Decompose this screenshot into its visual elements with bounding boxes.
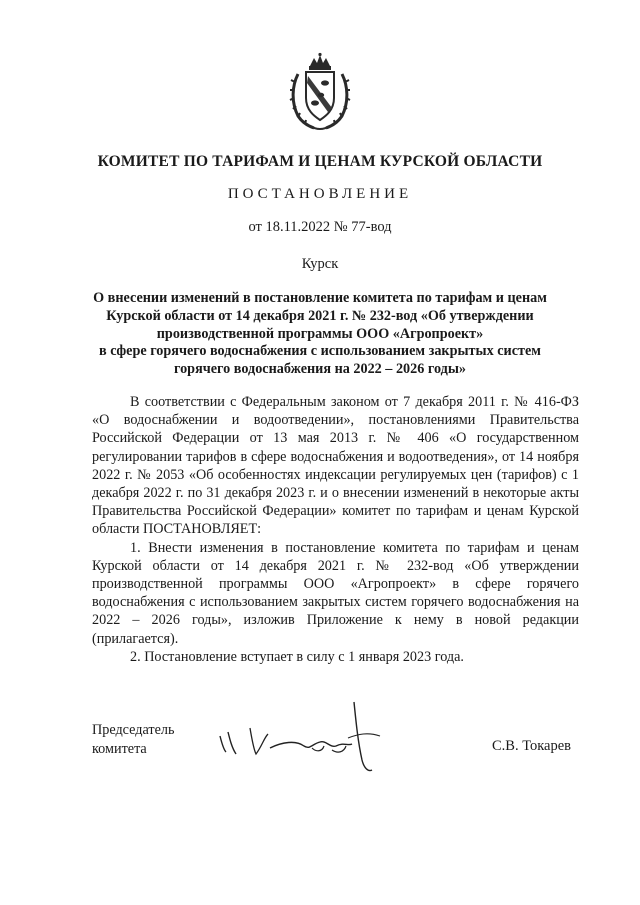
document-city: Курск xyxy=(301,256,339,272)
signatory-name: С.В. Токарев xyxy=(492,738,572,754)
title-line: в сфере горячего водоснабжения с использованием закрытых систем xyxy=(99,343,541,360)
handwritten-signature xyxy=(212,698,384,776)
title-line: О внесении изменений в постановление комитета по тарифам и ценам xyxy=(93,290,547,306)
document-type: ПОСТАНОВЛЕНИЕ xyxy=(227,186,413,202)
position-line: Председатель xyxy=(92,722,175,738)
position-line: комитета xyxy=(92,741,147,757)
document-body xyxy=(92,393,579,666)
committee-name: КОМИТЕТ ПО ТАРИФАМ И ЦЕНАМ КУРСКОЙ ОБЛАСТИ xyxy=(97,153,543,170)
signatory-position xyxy=(92,721,174,759)
title-line: Курской области от 14 декабря 2021 г. № 232-вод «Об утверждении xyxy=(106,307,534,324)
title-line: производственной программы ООО «Агропроект» xyxy=(156,325,484,342)
item-paragraph-1: 1. Внести изменения в постановление комитета по тарифам и ценам Курской области от 14 декабря 2021 г. № 232-вод «Об утверждении производственной программы ООО «Агропроект» в сфере горячего водоснабжения с использованием закрытых систем горячего водоснабжения на 2022 – 2026 годы», изложив Приложение к нему в новой редакции (прилагается). xyxy=(92,539,579,647)
item-paragraph-2: 2. Постановление вступает в силу с 1 января 2023 года. xyxy=(130,648,464,665)
document-title xyxy=(88,290,552,379)
coat-of-arms-icon xyxy=(288,52,352,132)
document-date-number: от 18.11.2022 № 77-вод xyxy=(248,219,392,235)
preamble-paragraph: В соответствии с Федеральным законом от 7 декабря 2011 г. № 416-ФЗ «О водоснабжении и водоотведении», постановлениями Правительства Российской Федерации от 13 мая 2013 г. № 406 «О государственном регулировании тарифов в сфере водоснабжения и водоотведения», от 14 ноября 2022 г. № 2053 «Об особенностях индексации регулируемых цен (тарифов) с 1 декабря 2022 г. по 31 декабря 2023 г. и о внесении изменений в некоторые акты Правительства Российской Федерации» комитет по тарифам и ценам Курской области ПОСТАНОВЛЯЕТ: xyxy=(92,394,579,538)
title-line: горячего водоснабжения на 2022 – 2026 годы» xyxy=(174,361,466,378)
